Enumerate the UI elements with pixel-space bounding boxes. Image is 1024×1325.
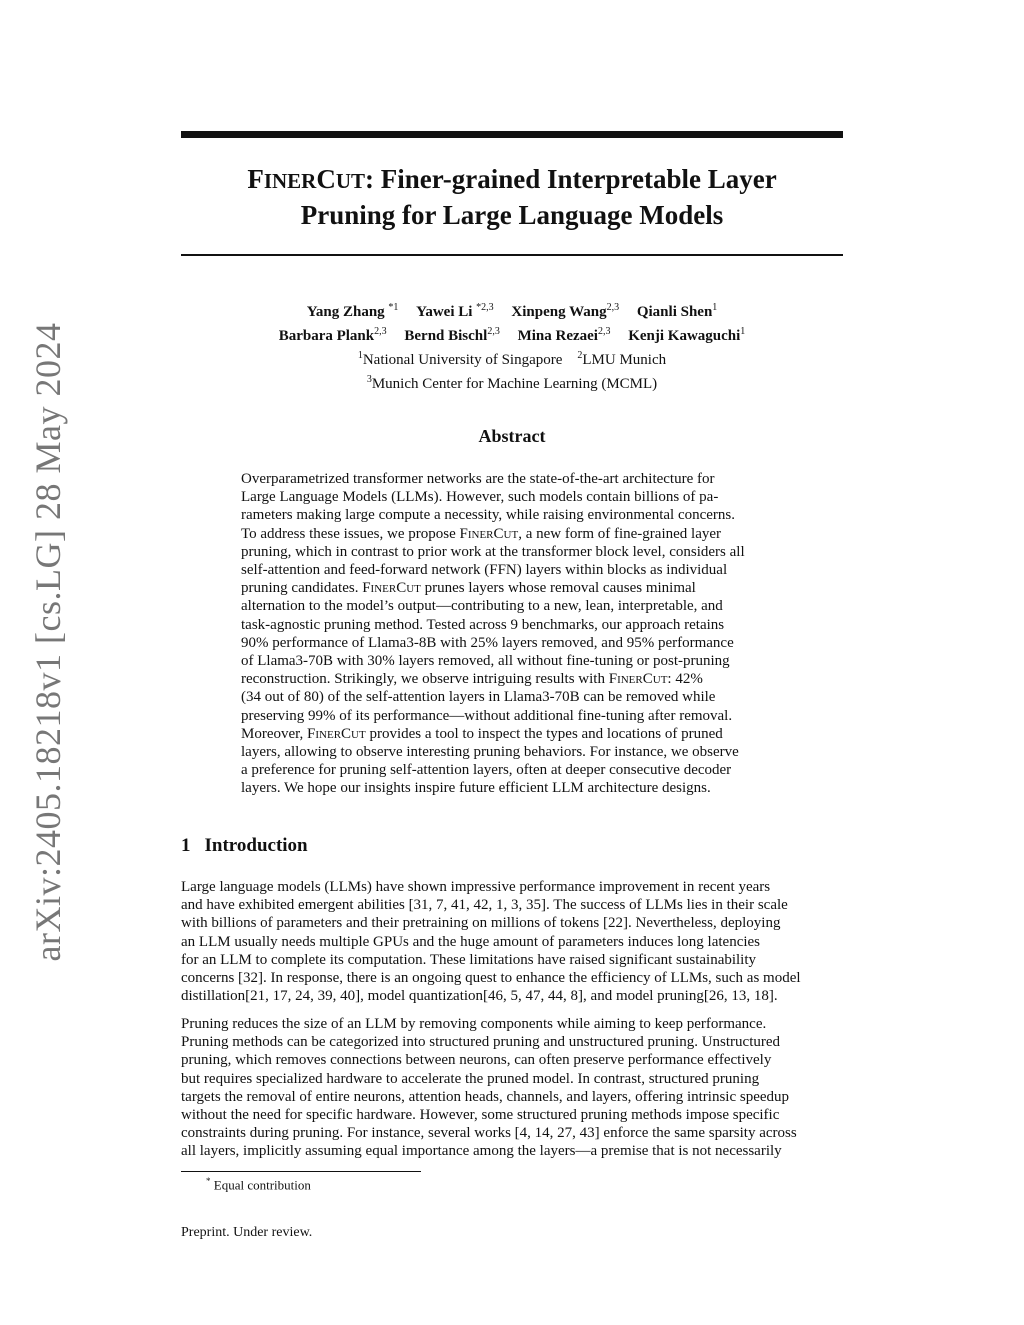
section-title: Introduction (204, 835, 308, 856)
footnote (206, 1176, 311, 1193)
footnote-mark: * (206, 1176, 211, 1186)
abstract-line: (34 out of 80) of the self-attention layers in Llama3-70B can be removed while (241, 689, 716, 706)
author: Qianli Shen$^1$ (636, 302, 718, 320)
title-cap-c: C (316, 164, 336, 194)
title-cap-f: F (247, 164, 264, 194)
title-line2: Pruning for Large Language Models (300, 200, 724, 230)
author-block (181, 298, 843, 394)
title-rule-top (181, 131, 843, 138)
abstract-line: task-agnostic pruning method. Tested across 9 benchmarks, our approach retains (241, 616, 725, 633)
abstract-line: Large Language Models (LLMs). However, such models contain billions of pa- (241, 489, 719, 506)
abstract-heading: Abstract (478, 426, 546, 446)
paper-title (181, 162, 843, 232)
abstract-line: of Llama3-70B with 30% layers removed, all without fine-tuning or post-pruning (241, 653, 730, 670)
text-line: an LLM usually needs multiple GPUs and the huge amount of parameters induces long latencies (181, 933, 761, 950)
footnote-text: Equal contribution (213, 1177, 311, 1193)
abstract-line: To address these issues, we propose FinerCut, a new form of fine-grained layer (241, 525, 722, 542)
method-name: FinerCut (362, 580, 421, 597)
text-line: but requires specialized hardware to accelerate the pruned model. In contrast, structured pruning (181, 1070, 760, 1087)
text-line: concerns [32]. In response, there is an ongoing quest to enhance the efficiency of LLMs, such as model (181, 970, 801, 987)
author: Barbara Plank$^{2,3}$ (278, 326, 387, 344)
text-line: Pruning reduces the size of an LLM by removing components while aiming to keep performance. (181, 1016, 767, 1032)
footnote-rule (181, 1171, 421, 1172)
author: Kenji Kawaguchi$^1$ (628, 326, 746, 344)
author-row-1 (181, 298, 843, 322)
text-line: constraints during pruning. For instance, several works [4, 14, 27, 43] enforce the same sparsity across (181, 1125, 797, 1142)
text-line: distillation[21, 17, 24, 39, 40], model quantization[46, 5, 47, 44, 8], and model pruning[26, 13, 18]. (181, 988, 778, 1005)
abstract-line: layers. We hope our insights inspire future efficient LLM architecture designs. (241, 780, 711, 797)
abstract-line: pruning candidates. FinerCut prunes layers whose removal causes minimal (241, 580, 696, 597)
preprint-note: Preprint. Under review. (181, 1225, 313, 1240)
text-line: Pruning methods can be categorized into structured pruning and unstructured pruning. Unstructured (181, 1034, 781, 1051)
arxiv-id: arXiv:2405.18218v1 [cs.LG] 28 May 2024 (28, 322, 68, 962)
title-low-ut: UT (335, 169, 366, 193)
text-line: for an LLM to complete its computation. These limitations have raised significant sustainability (181, 951, 757, 968)
section-heading-introduction (181, 835, 308, 857)
abstract-line: pruning, which in contrast to prior work at the transformer block level, considers all (241, 543, 745, 560)
abstract-line: preserving 99% of its performance—without additional fine-tuning after removal. (241, 707, 733, 724)
abstract-line: layers, allowing to observe interesting pruning behaviors. For instance, we observe (241, 744, 739, 761)
author-row-2 (181, 322, 843, 346)
abstract-line: rameters making large compute a necessity, while raising environmental concerns. (241, 507, 735, 524)
text-line: targets the removal of entire neurons, attention heads, channels, and layers, offering intrinsic speedup (181, 1088, 790, 1105)
author: Yang Zhang $^{*1}$ (306, 302, 399, 320)
text-line: without the need for specific hardware. However, some structured pruning methods impose specific (181, 1107, 780, 1124)
abstract-line: self-attention and feed-forward network (FFN) layers within blocks as individual (241, 562, 728, 579)
author: Xinpeng Wang$^{2,3}$ (511, 302, 620, 320)
method-name: FinerCut (459, 525, 519, 542)
title-low-iner: INER (263, 169, 317, 193)
author: Yawei Li $^{*2,3}$ (416, 302, 494, 320)
text-line: Large language models (LLMs) have shown impressive performance improvement in recent years (181, 879, 771, 895)
abstract-line: reconstruction. Strikingly, we observe intriguing results with FinerCut: 42% (241, 671, 703, 688)
affiliation: $^2$LMU Munich (577, 350, 667, 368)
title-line1-rest: : Finer-grained Interpretable Layer (365, 164, 777, 194)
text-line: pruning, which removes connections between neurons, can often preserve performance effectively (181, 1052, 772, 1069)
abstract-line: 90% performance of Llama3-8B with 25% layers removed, and 95% performance (241, 634, 734, 651)
text-line: and have exhibited emergent abilities [31, 7, 41, 42, 1, 3, 35]. The success of LLMs lies in their scale (181, 897, 788, 914)
intro-paragraph-2 (181, 1015, 843, 1161)
affiliation: $^3$Munich Center for Machine Learning (MCML) (366, 374, 658, 392)
abstract-line: Moreover, FinerCut provides a tool to inspect the types and locations of pruned (241, 725, 723, 742)
affiliation: $^1$National University of Singapore (357, 350, 563, 368)
title-rule-bottom (181, 254, 843, 256)
affiliation-row-1 (181, 346, 843, 370)
text-line: all layers, implicitly assuming equal importance among the layers—a premise that is not necessarily (181, 1143, 782, 1160)
abstract-line: Overparametrized transformer networks are the state-of-the-art architecture for (241, 471, 715, 487)
intro-paragraph-1 (181, 878, 843, 1005)
affiliation-row-2 (181, 370, 843, 394)
method-name: FinerCut (307, 725, 366, 742)
abstract-line: a preference for pruning self-attention layers, often at deeper consecutive decoder (241, 762, 732, 779)
text-line: with billions of parameters and their pretraining on millions of tokens [22]. Nevertheless, deploying (181, 915, 781, 932)
section-number: 1 (181, 835, 191, 856)
abstract-body (241, 470, 784, 798)
method-name: FinerCut (608, 671, 668, 688)
abstract-line: alternation to the model’s output—contributing to a new, lean, interpretable, and (241, 598, 723, 615)
author: Mina Rezaei$^{2,3}$ (517, 326, 611, 344)
author: Bernd Bischl$^{2,3}$ (404, 326, 500, 344)
